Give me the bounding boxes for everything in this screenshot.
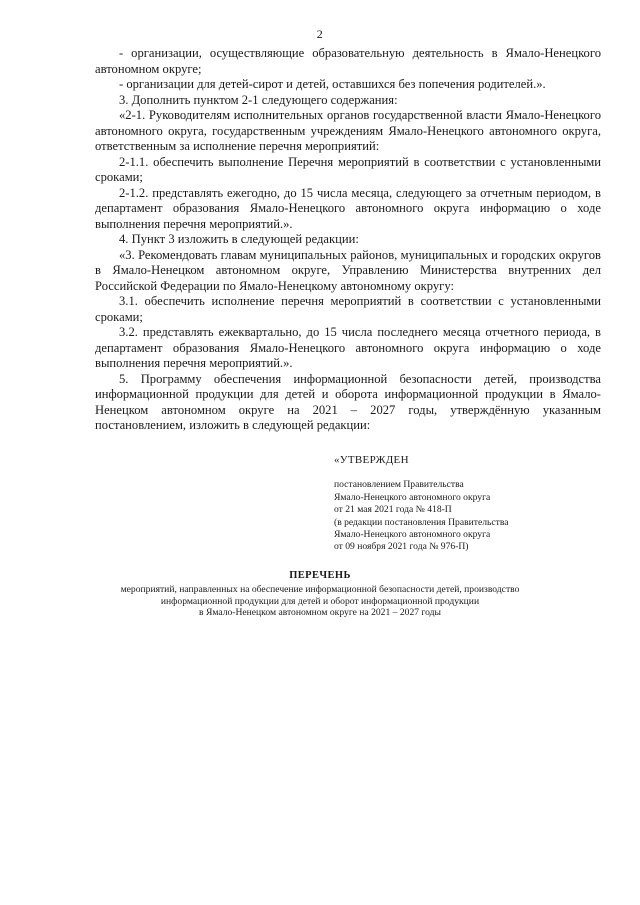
paragraph: 5. Программу обеспечения информационной безопасности детей, производства информационной продукции для детей и оборота информационной продукции в Ямало-Ненецком автономном округе на 2021 – 2027 годы, утверждённую указанным постановлением, изложить в следующей редакции: <box>95 371 601 432</box>
approval-line: постановлением Правительства <box>334 479 464 491</box>
approval-line: от 21 мая 2021 года № 418-П <box>334 504 452 516</box>
list-subtitle <box>95 584 545 619</box>
page-number: 2 <box>316 27 324 41</box>
paragraph: «2-1. Руководителям исполнительных органов государственной власти Ямало-Ненецкого автономного округа, государственным учреждениям Ямало-Ненецкого автономного округа, ответственным за исполнение перечня мероприятий: <box>95 108 601 153</box>
paragraph: 2-1.2. представлять ежегодно, до 15 числа месяца, следующего за отчетным периодом, в департамент образования Ямало-Ненецкого автономного округа информацию о ходе выполнения перечня мероприятий.». <box>95 185 601 231</box>
subtitle-line: мероприятий, направленных на обеспечение информационной безопасности детей, производство <box>120 584 520 595</box>
approval-line: Ямало-Ненецкого автономного округа <box>334 491 491 503</box>
paragraph: 4. Пункт 3 изложить в следующей редакции: <box>119 232 359 246</box>
approval-line: (в редакции постановления Правительства <box>334 516 509 528</box>
list-title: ПЕРЕЧЕНЬ <box>289 570 351 581</box>
paragraph: «3. Рекомендовать главам муниципальных районов, муниципальных и городских округов в Ямало-Ненецком автономном округе, Управлению Министерства внутренних дел Российской Федерации по Ямало-Ненецкому автономному округу: <box>95 247 601 293</box>
paragraph: 3. Дополнить пунктом 2-1 следующего содержания: <box>119 92 398 107</box>
paragraph: 3.1. обеспечить исполнение перечня мероприятий в соответствии с установленными сроками; <box>95 294 601 324</box>
paragraph: 3.2. представлять ежеквартально, до 15 числа последнего месяца отчетного периода, в департамент образования Ямало-Ненецкого автономного округа информацию о ходе выполнения перечня мероприятий.». <box>95 325 601 370</box>
approval-stamp <box>334 454 564 554</box>
approval-header: «УТВЕРЖДЕН <box>334 454 409 466</box>
approval-line: от 09 ноября 2021 года № 976-П) <box>334 541 469 553</box>
paragraph: - организации для детей-сирот и детей, оставшихся без попечения родителей.». <box>119 77 546 91</box>
subtitle-line: информационной продукции для детей и оборот информационной продукции <box>160 595 480 607</box>
paragraph: - организации, осуществляющие образовательную деятельность в Ямало-Ненецкого автономном округе; <box>95 46 601 76</box>
approval-line: Ямало-Ненецкого автономного округа <box>334 529 491 541</box>
paragraph: 2-1.1. обеспечить выполнение Перечня мероприятий в соответствии с установленными сроками; <box>95 154 601 184</box>
document-body <box>95 46 601 434</box>
subtitle-line: в Ямало-Ненецком автономном округе на 2021 – 2027 годы <box>199 607 441 619</box>
